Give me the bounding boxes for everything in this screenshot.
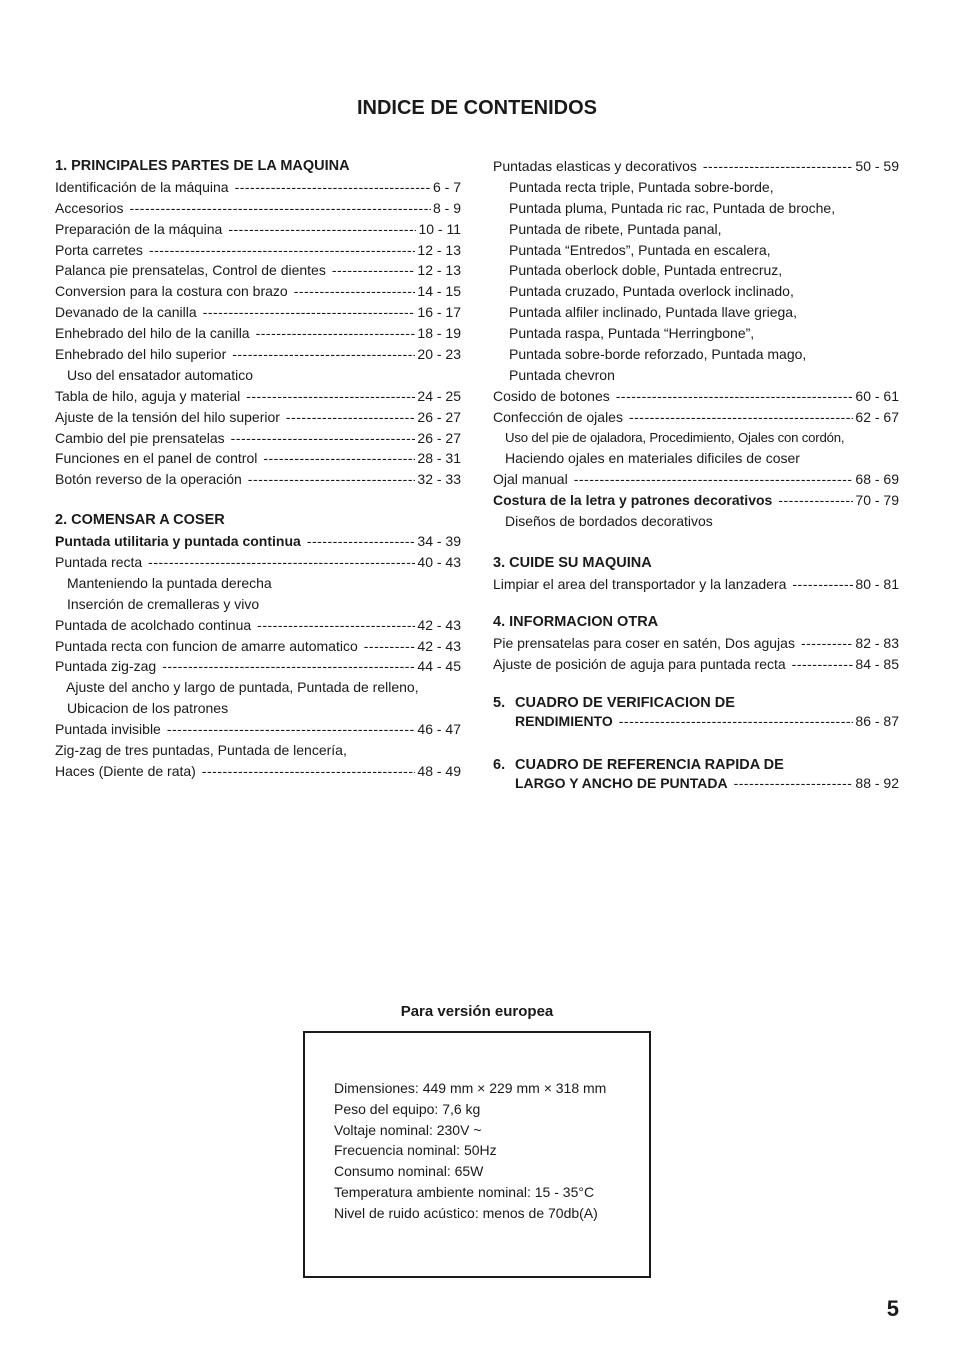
toc-subentry: Puntada alfiler inclinado, Puntada llave griega,: [509, 304, 797, 321]
toc-entry-line: Zig-zag de tres puntadas, Puntada de lencería,: [55, 742, 347, 759]
entry-pages: 86 - 87: [855, 712, 899, 729]
dot-leader: [703, 156, 854, 177]
toc-entry[interactable]: [55, 469, 461, 490]
section-heading-5[interactable]: [493, 695, 899, 730]
entry-label: Ajuste de la tensión del hilo superior: [55, 408, 280, 425]
spec-line: Consumo nominal: 65W: [334, 1163, 484, 1180]
toc-entry[interactable]: [55, 656, 461, 677]
dot-leader: [778, 490, 853, 511]
section-gap: [493, 595, 899, 612]
entry-label: Porta carretes: [55, 241, 143, 258]
entry-pages: 26 - 27: [417, 429, 461, 446]
entry-pages: 26 - 27: [417, 408, 461, 425]
entry-label: Puntada recta: [55, 554, 143, 571]
entry-pages: 6 - 7: [432, 178, 461, 195]
entry-pages: 20 - 23: [417, 346, 461, 363]
section-number: 6.: [493, 757, 506, 774]
entry-pages: 62 - 67: [855, 408, 899, 425]
entry-pages: 42 - 43: [417, 637, 461, 654]
dot-leader: [263, 448, 415, 469]
spec-line: Dimensiones: 449 mm × 229 mm × 318 mm: [334, 1080, 607, 1096]
toc-entry[interactable]: [55, 240, 461, 261]
entry-pages: 12 - 13: [417, 262, 461, 279]
toc-entry[interactable]: [55, 636, 461, 657]
dot-leader: [256, 323, 416, 344]
entry-label: Ojal manual: [493, 471, 568, 488]
heading-entry: [493, 713, 899, 731]
entry-pages: 82 - 83: [855, 634, 899, 651]
entry-label: Puntadas elasticas y decorativos: [493, 158, 697, 174]
dot-leader: [619, 713, 854, 731]
toc-subentry: Uso del pie de ojaladora, Procedimiento, Ojales con cordón,: [505, 429, 845, 445]
toc-subentry: Diseños de bordados decorativos: [505, 513, 713, 530]
entry-label: Cosido de botones: [493, 387, 610, 404]
toc-entry[interactable]: [55, 219, 461, 240]
toc-entry[interactable]: [55, 386, 461, 407]
toc-entry[interactable]: [55, 198, 461, 219]
dot-leader: [734, 775, 854, 793]
toc-subentry: Ubicacion de los patrones: [67, 700, 229, 717]
heading-text: CUADRO DE VERIFICACION DE: [515, 695, 735, 712]
dot-leader: [228, 219, 416, 240]
toc-entry[interactable]: [493, 574, 899, 595]
spec-line: Temperatura ambiente nominal: 15 - 35°C: [334, 1183, 595, 1200]
toc-entry[interactable]: [55, 323, 461, 344]
spec-line: Frecuencia nominal: 50Hz: [334, 1142, 497, 1159]
entry-label: Puntada de acolchado continua: [55, 616, 252, 633]
section-gap: [493, 730, 899, 757]
toc-subentry: Puntada chevron: [509, 366, 615, 383]
entry-pages: 8 - 9: [432, 199, 461, 216]
dot-leader: [203, 302, 416, 323]
entry-pages: 70 - 79: [855, 492, 899, 509]
toc-entry[interactable]: [55, 407, 461, 428]
dot-leader: [286, 407, 415, 428]
page-title: INDICE DE CONTENIDOS: [356, 97, 598, 119]
euro-version-title: Para versión europea: [400, 1003, 554, 1020]
toc-subentry: Puntada oberlock doble, Puntada entrecruz,: [509, 262, 783, 279]
heading-line: [493, 757, 899, 775]
entry-pages: 16 - 17: [417, 304, 461, 321]
entry-pages: 14 - 15: [417, 283, 461, 300]
toc-entry[interactable]: [493, 407, 899, 428]
entry-pages: 28 - 31: [417, 450, 461, 467]
entry-pages: 88 - 92: [855, 774, 899, 791]
heading-text: RENDIMIENTO: [515, 712, 613, 729]
dot-leader: [129, 198, 431, 219]
entry-pages: 40 - 43: [417, 554, 461, 571]
dot-leader: [231, 428, 416, 449]
toc-subentry: Uso del ensatador automatico: [67, 366, 253, 383]
entry-pages: 60 - 61: [855, 387, 899, 404]
heading-line: [493, 695, 899, 713]
toc-subentry: Haciendo ojales en materiales dificiles de coser: [505, 450, 800, 467]
entry-label: Tabla de hilo, aguja y material: [55, 387, 241, 404]
spec-line: Nivel de ruido acústico: menos de 70db(A): [334, 1204, 598, 1221]
section-heading: 3. CUIDE SU MAQUINA: [493, 555, 652, 572]
spec-box: [303, 1031, 651, 1278]
toc-entry[interactable]: [55, 428, 461, 449]
entry-label: Puntada utilitaria y puntada continua: [55, 533, 301, 550]
dot-leader: [364, 636, 416, 657]
entry-pages: 24 - 25: [417, 387, 461, 404]
section-gap: [55, 490, 461, 510]
entry-pages: 68 - 69: [855, 471, 899, 488]
entry-label: Puntada invisible: [55, 721, 161, 738]
toc-entry[interactable]: [493, 654, 899, 675]
entry-label: Enhebrado del hilo superior: [55, 346, 227, 363]
toc-entry[interactable]: [55, 719, 461, 740]
section-heading: 2. COMENSAR A COSER: [55, 512, 225, 529]
section-heading: 4. INFORMACION OTRA: [493, 613, 659, 630]
section-gap: [493, 532, 899, 553]
toc-subentry: Puntada sobre-borde reforzado, Puntada mago,: [509, 346, 807, 363]
toc-right-column: [493, 156, 899, 792]
heading-entry: [493, 775, 899, 793]
entry-pages: 80 - 81: [855, 575, 899, 592]
toc-entry[interactable]: [55, 344, 461, 365]
dot-leader: [246, 386, 415, 407]
toc-entry[interactable]: [55, 302, 461, 323]
entry-label: Confección de ojales: [493, 408, 623, 425]
toc-entry[interactable]: [493, 633, 899, 654]
entry-label: Conversion para la costura con brazo: [55, 283, 288, 300]
page-number: 5: [886, 1296, 899, 1321]
toc-subentry: Puntada de ribete, Puntada panal,: [509, 220, 722, 237]
dot-leader: [167, 719, 416, 740]
dot-leader: [574, 469, 854, 490]
entry-label: Cambio del pie prensatelas: [55, 429, 225, 446]
entry-pages: 18 - 19: [417, 325, 461, 342]
dot-leader: [149, 240, 415, 261]
entry-label: Puntada recta con funcion de amarre automatico: [55, 637, 358, 654]
entry-label: Devanado de la canilla: [55, 304, 197, 321]
entry-label: Identificación de la máquina: [55, 178, 229, 195]
toc-entry[interactable]: [493, 490, 899, 511]
toc-entry[interactable]: [493, 156, 899, 177]
entry-label: Limpiar el area del transportador y la lanzadera: [493, 575, 787, 592]
dot-leader: [162, 656, 415, 677]
section-heading: 1. PRINCIPALES PARTES DE LA MAQUINA: [55, 158, 350, 174]
entry-label: Botón reverso de la operación: [55, 471, 242, 488]
dot-leader: [307, 531, 416, 552]
entry-label: Ajuste de posición de aguja para puntada recta: [493, 655, 786, 672]
toc-subentry: Inserción de cremalleras y vivo: [67, 595, 260, 612]
toc-entry[interactable]: [55, 177, 461, 198]
spec-line: Voltaje nominal: 230V ~: [334, 1121, 482, 1138]
dot-leader: [616, 386, 854, 407]
entry-pages: 50 - 59: [855, 158, 899, 174]
entry-label: Preparación de la máquina: [55, 220, 223, 237]
entry-label: Funciones en el panel de control: [55, 450, 258, 467]
entry-pages: 42 - 43: [417, 616, 461, 633]
toc-entry[interactable]: [55, 615, 461, 636]
dot-leader: [801, 633, 853, 654]
entry-label: Enhebrado del hilo de la canilla: [55, 325, 250, 342]
heading-text: LARGO Y ANCHO DE PUNTADA: [515, 774, 728, 791]
toc-subentry: Ajuste del ancho y largo de puntada, Puntada de relleno,: [66, 679, 419, 696]
toc-entry[interactable]: [55, 448, 461, 469]
toc-entry[interactable]: [55, 531, 461, 552]
dot-leader: [257, 615, 415, 636]
toc-subentry: Manteniendo la puntada derecha: [67, 574, 272, 591]
entry-pages: 44 - 45: [417, 658, 461, 675]
entry-label: Pie prensatelas para coser en satén, Dos agujas: [493, 634, 795, 651]
dot-leader: [294, 281, 416, 302]
entry-pages: 84 - 85: [855, 655, 899, 672]
entry-pages: 12 - 13: [417, 241, 461, 258]
entry-label: Palanca pie prensatelas, Control de dientes: [55, 262, 326, 279]
entry-pages: 10 - 11: [418, 220, 461, 237]
entry-pages: 34 - 39: [417, 533, 461, 550]
dot-leader: [792, 654, 854, 675]
dot-leader: [202, 761, 416, 782]
toc-subentry: Puntada cruzado, Puntada overlock inclinado,: [509, 283, 794, 300]
toc-entry[interactable]: [55, 281, 461, 302]
heading-text: CUADRO DE REFERENCIA RAPIDA DE: [515, 757, 784, 774]
dot-leader: [248, 469, 416, 490]
toc-entry[interactable]: [55, 552, 461, 573]
section-heading-6[interactable]: [493, 757, 899, 792]
spec-list: [334, 1078, 606, 1224]
section-number: 5.: [493, 695, 506, 712]
toc-subentry: Puntada recta triple, Puntada sobre-borde,: [509, 178, 774, 195]
entry-pages: 32 - 33: [417, 471, 461, 488]
dot-leader: [332, 260, 416, 281]
dot-leader: [792, 574, 853, 595]
toc-entry[interactable]: [55, 761, 461, 782]
toc-entry[interactable]: [493, 386, 899, 407]
dot-leader: [235, 177, 431, 198]
dot-leader: [148, 552, 415, 573]
section-gap: [493, 674, 899, 695]
dot-leader: [232, 344, 415, 365]
toc-subentry: Puntada “Entredos”, Puntada en escalera,: [509, 241, 771, 258]
toc-left-column: [55, 156, 461, 782]
toc-subentry: Puntada raspa, Puntada “Herringbone”,: [509, 325, 755, 342]
toc-subentry: Puntada pluma, Puntada ric rac, Puntada de broche,: [509, 199, 836, 216]
entry-label: Haces (Diente de rata): [55, 762, 196, 779]
entry-pages: 46 - 47: [417, 721, 461, 738]
toc-entry[interactable]: [493, 469, 899, 490]
entry-label: Accesorios: [55, 199, 124, 216]
entry-pages: 48 - 49: [417, 762, 461, 779]
entry-label: Costura de la letra y patrones decorativos: [493, 492, 773, 509]
toc-entry[interactable]: [55, 260, 461, 281]
dot-leader: [629, 407, 853, 428]
entry-label: Puntada zig-zag: [55, 658, 157, 675]
spec-line: Peso del equipo: 7,6 kg: [334, 1100, 481, 1117]
